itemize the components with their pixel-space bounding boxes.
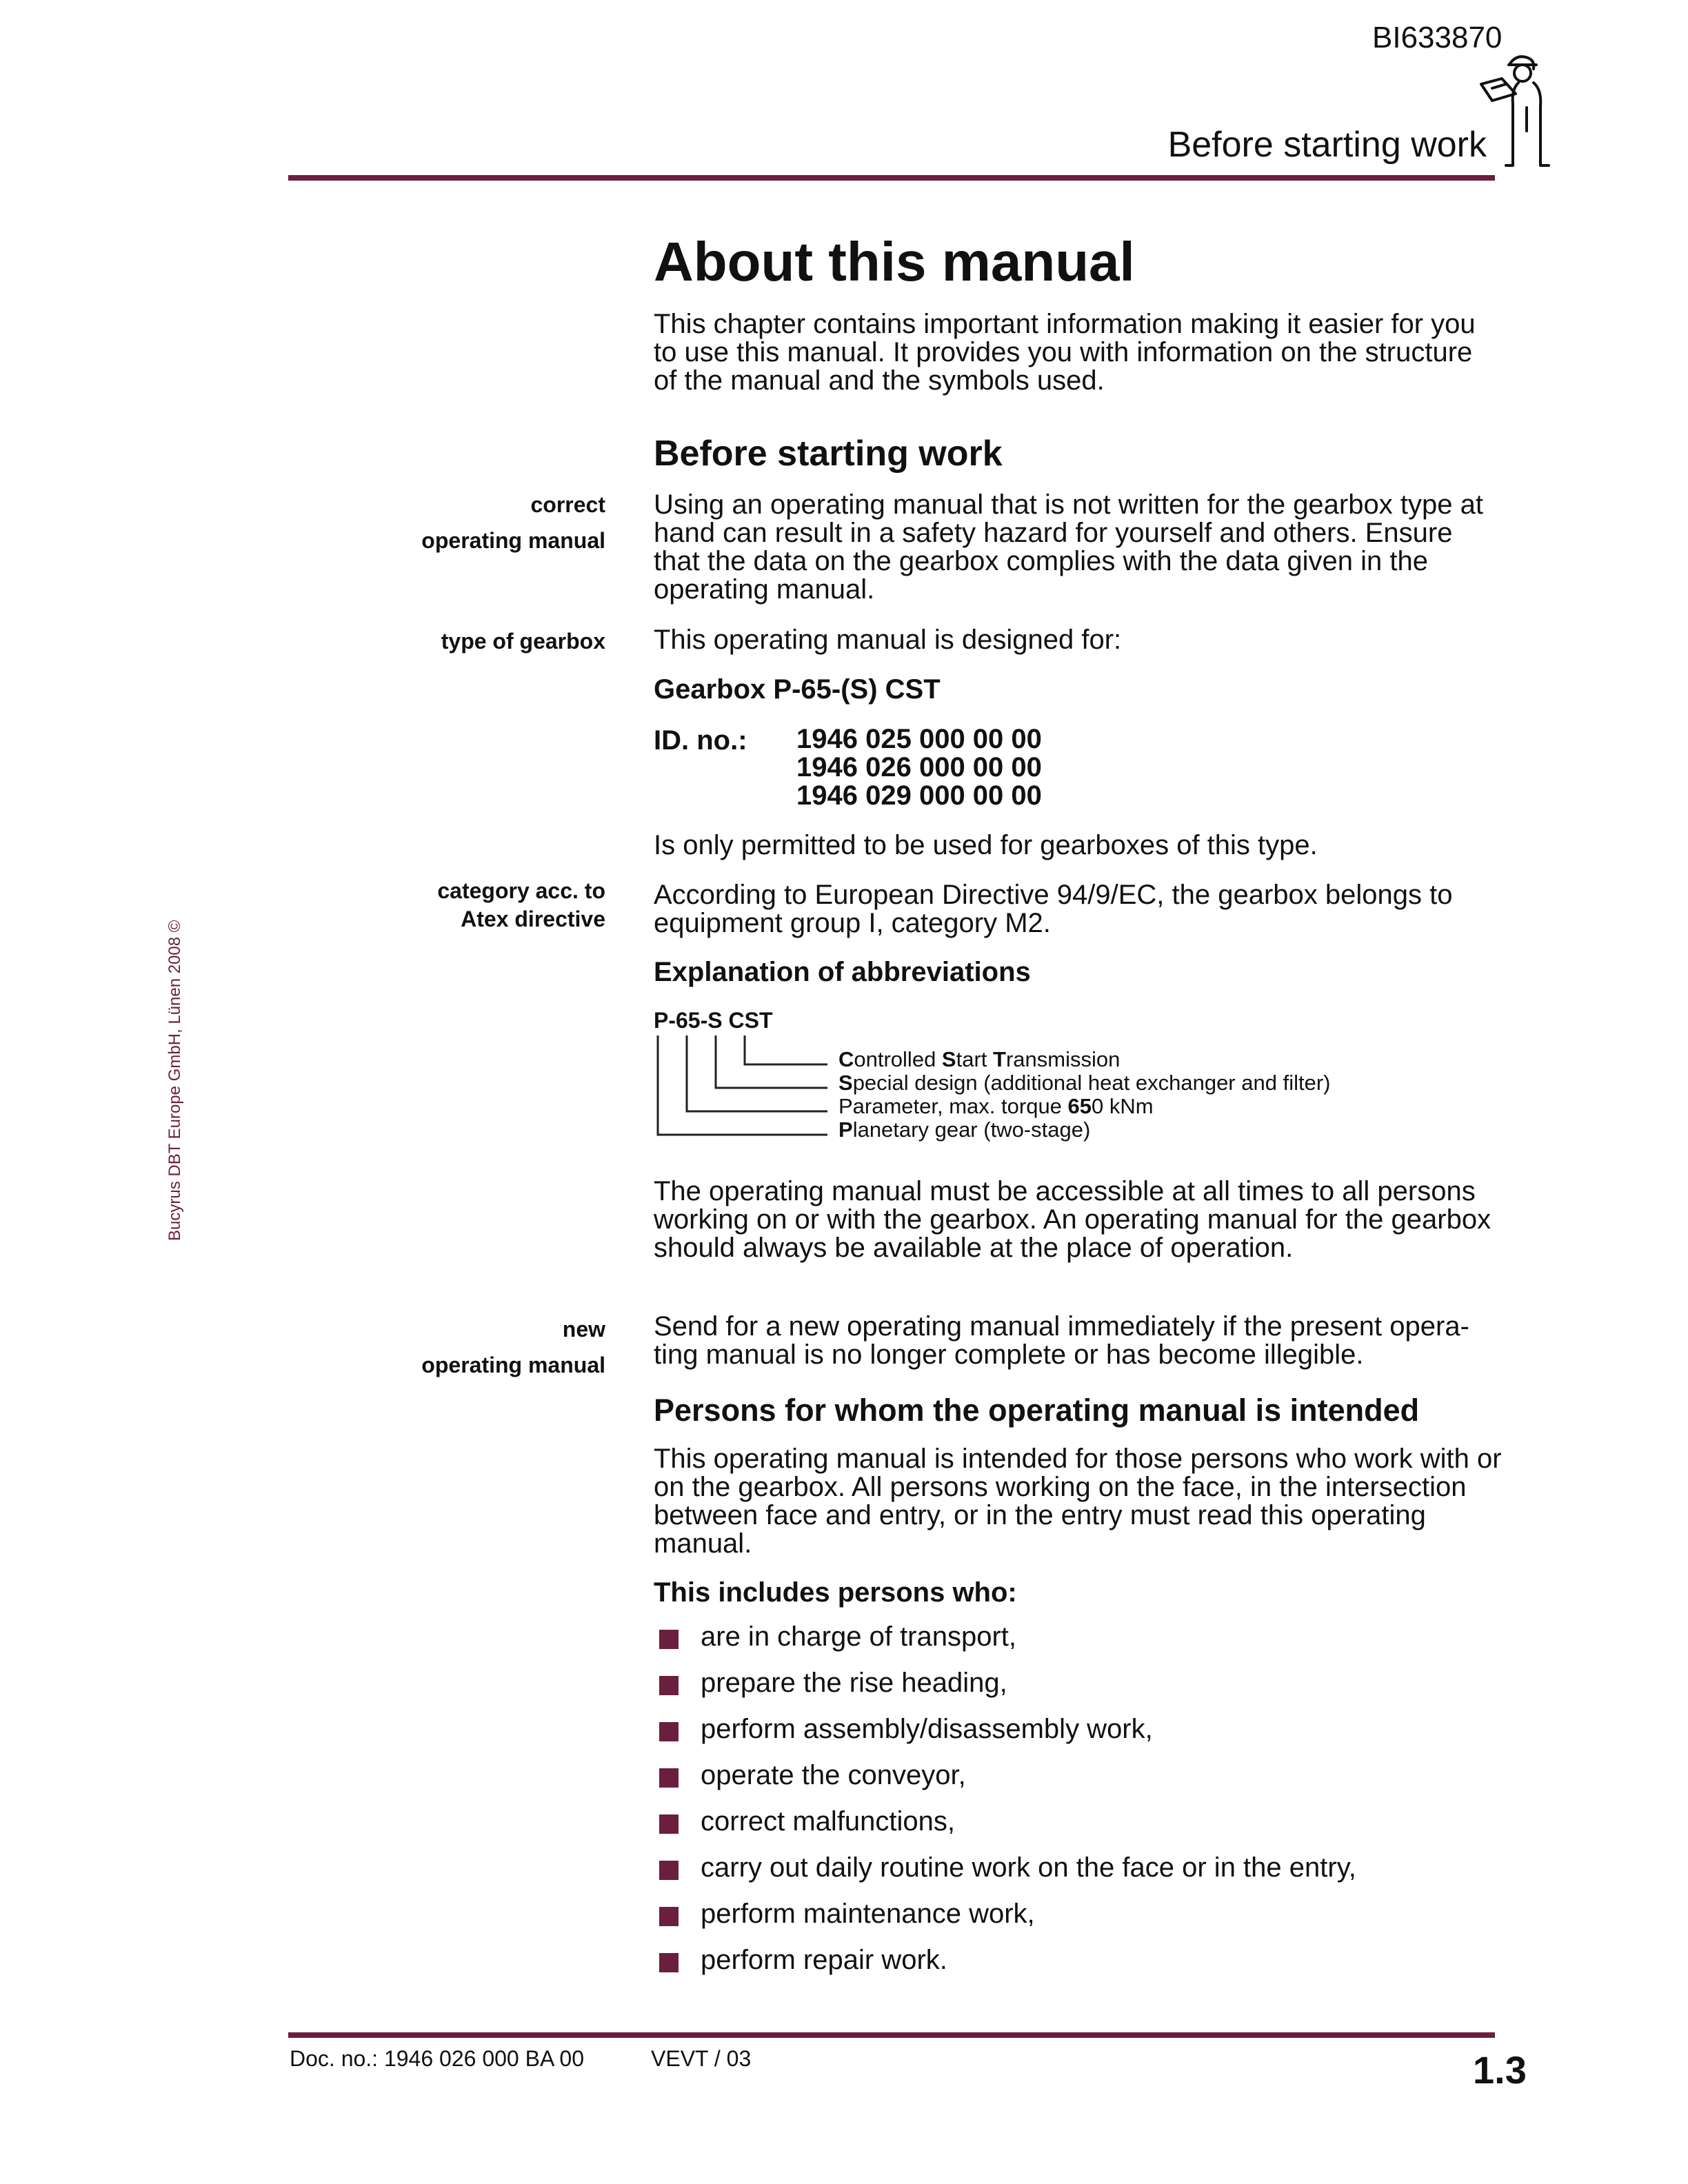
bullet-square-icon [659, 1630, 679, 1649]
id-label: ID. no.: [654, 725, 747, 756]
id-number: 1946 025 000 00 00 [796, 724, 1042, 754]
list-item [654, 1851, 1356, 1897]
persons-bullet-list [654, 1620, 1356, 1990]
bullet-square-icon [659, 1722, 679, 1741]
abbr-initial: C [838, 1047, 854, 1071]
paragraph-accessible: The operating manual must be accessible at all times to all persons working on or with the gearbox. An operating manual for the gearbox should always be available at the place of operation. [654, 1176, 1491, 1263]
list-item [654, 1943, 1356, 1990]
side-label-line: operating manual [421, 1353, 605, 1377]
copyright-note: Bucyrus DBT Europe GmbH, Lünen 2008 © [165, 920, 184, 1241]
bullet-square-icon [659, 1953, 679, 1972]
bullet-square-icon [659, 1814, 679, 1834]
abbr-text: lanetary gear (two-stage) [852, 1118, 1091, 1142]
abbreviation-code: P-65-S CST [654, 1008, 773, 1033]
abbr-text: 0 kNm [1092, 1094, 1154, 1118]
footer-rule [288, 2032, 1495, 2038]
paragraph-permitted: Is only permitted to be used for gearboxes of this type. [654, 830, 1318, 860]
abbreviation-s [838, 1071, 1330, 1095]
section-heading-persons: Persons for whom the operating manual is intended [654, 1393, 1420, 1428]
paragraph-correct-manual: Using an operating manual that is not written for the gearbox type at hand can result in a safety hazard for yourself and others. Ensure that the data on the gearbox complies with the data given in the operating manual. [654, 489, 1483, 605]
abbreviations-heading: Explanation of abbreviations [654, 957, 1031, 987]
abbreviation-p [838, 1118, 1330, 1142]
paragraph-category: According to European Directive 94/9/EC, the gearbox belongs to equipment group I, category M2. [654, 880, 1453, 938]
abbreviation-bracket-lines [654, 1031, 833, 1142]
abbr-initial: S [838, 1071, 853, 1095]
abbr-initial: S [941, 1047, 956, 1071]
abbr-text: Parameter, max. torque [838, 1094, 1068, 1118]
side-label-line: new [562, 1317, 605, 1342]
persons-subheading: This includes persons who: [654, 1577, 1017, 1608]
paragraph-type: This operating manual is designed for: [654, 625, 1122, 655]
footer-version: VEVT / 03 [651, 2046, 752, 2071]
list-item [654, 1759, 1356, 1805]
list-item-text: prepare the rise heading, [701, 1668, 1007, 1698]
abbr-text: tart [956, 1047, 994, 1071]
running-title: Before starting work [1167, 125, 1487, 165]
list-item [654, 1805, 1356, 1851]
side-label-line: operating manual [421, 528, 605, 553]
list-item [654, 1666, 1356, 1712]
list-item-text: are in charge of transport, [701, 1621, 1017, 1652]
footer-doc-number: Doc. no.: 1946 026 000 BA 00 [290, 2046, 584, 2071]
side-label-line: Atex directive [461, 907, 605, 931]
side-label-line: correct [530, 492, 605, 517]
section-heading-before-starting: Before starting work [654, 434, 1003, 474]
intro-paragraph: This chapter contains important information making it easier for you to use this manual. It provides you with information on the structure of the manual and the symbols used. [654, 309, 1476, 396]
abbreviation-65 [838, 1095, 1330, 1118]
list-item-text: carry out daily routine work on the face or in the entry, [701, 1852, 1356, 1883]
list-item [654, 1620, 1356, 1666]
side-label-correct [378, 487, 605, 558]
side-label-line: category acc. to [437, 878, 605, 903]
list-item-text: perform assembly/disassembly work, [701, 1714, 1153, 1744]
page-number: 1.3 [1473, 2048, 1527, 2092]
list-item-text: perform repair work. [701, 1945, 947, 1975]
abbr-text: ransmission [1005, 1047, 1121, 1071]
abbr-initial: 65 [1067, 1094, 1092, 1118]
list-item-text: perform maintenance work, [701, 1899, 1035, 1929]
bullet-square-icon [659, 1907, 679, 1926]
list-item [654, 1712, 1356, 1759]
abbreviation-cst [838, 1048, 1330, 1071]
page-title [654, 231, 1502, 292]
list-item-text: correct malfunctions, [701, 1806, 956, 1837]
id-number: 1946 026 000 00 00 [796, 752, 1042, 782]
paragraph-persons: This operating manual is intended for those persons who work with or on the gearbox. All persons working on the face, in the intersection between face and entry, or in the entry must read this operating manual. [654, 1444, 1502, 1559]
abbr-text: ontrolled [854, 1047, 942, 1071]
bullet-square-icon [659, 1768, 679, 1788]
bullet-square-icon [659, 1676, 679, 1695]
paragraph-new-manual: Send for a new operating manual immediately if the present opera-ting manual is no longer complete or has become illegible. [654, 1311, 1469, 1370]
list-item-text: operate the conveyor, [701, 1760, 966, 1790]
header-rule [288, 175, 1495, 181]
abbreviation-list [838, 1048, 1330, 1142]
document-id: BI633870 [1372, 21, 1503, 54]
bullet-square-icon [659, 1861, 679, 1880]
page-title-text: About this manual [654, 231, 1135, 292]
gearbox-name: Gearbox P-65-(S) CST [654, 674, 941, 705]
side-label-new [378, 1311, 605, 1383]
id-numbers [796, 725, 1042, 810]
id-number: 1946 029 000 00 00 [796, 780, 1042, 811]
side-label-type: type of gearbox [441, 629, 605, 654]
abbr-text: pecial design (additional heat exchanger and filter) [852, 1071, 1331, 1095]
abbr-initial: T [993, 1047, 1006, 1071]
reading-worker-icon [1467, 50, 1557, 174]
side-label-category [378, 877, 605, 933]
list-item [654, 1897, 1356, 1943]
abbr-initial: P [838, 1118, 853, 1142]
